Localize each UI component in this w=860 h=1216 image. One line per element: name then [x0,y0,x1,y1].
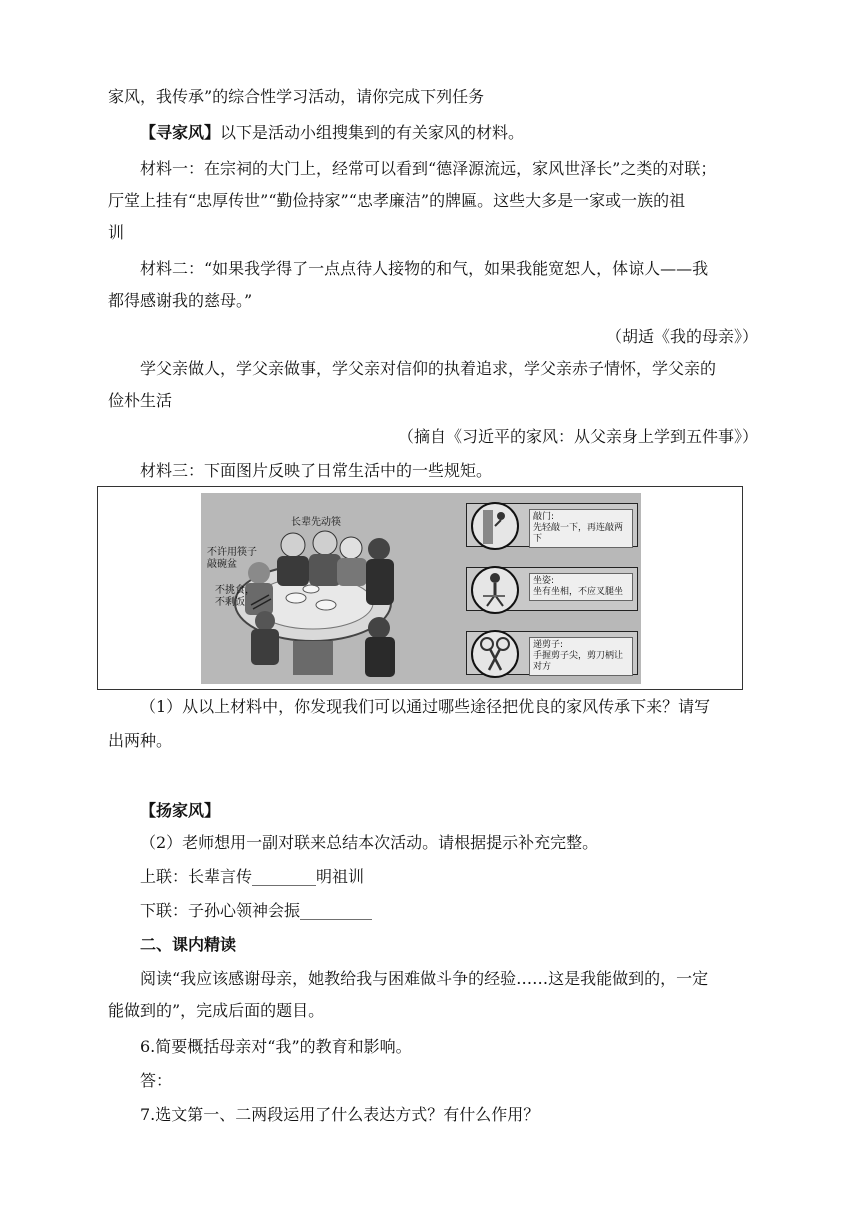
figure-frame [97,486,743,690]
text-line: 家风，我传承”的综合性学习活动，请你完成下列任务 [108,87,485,106]
answer-label: 答： [140,1071,173,1090]
rule-sitting-desc: 坐有坐相，不应叉腿坐 [533,587,624,597]
material-2-source: （胡适《我的母亲》） [605,327,758,346]
rule-scissors-desc: 手握剪子尖，剪刀柄让对方 [533,651,624,672]
material-2b-line-2: 俭朴生活 [108,391,173,410]
spread-heading: 【扬家风】 [140,801,221,820]
question-6: 6.简要概括母亲对“我”的教育和影响。 [140,1037,412,1056]
rule-sitting [466,567,638,611]
reading-line-1: 阅读“我应该感谢母亲，她教给我与困难做斗争的经验……这是我能做到的，一定 [140,969,709,988]
rule-scissors-text [529,637,633,676]
rule-knock-title: 敲门: [533,512,555,522]
find-intro: 以下是活动小组搜集到的有关家风的材料。 [220,123,525,142]
material-1-line-2: 厅堂上挂有“忠厚传世”“勤俭持家”“忠孝廉洁”的牌匾。这些大多是一家或一族的祖 [108,191,686,210]
label-no-picky-1: 不挑食， [215,585,255,596]
rule-knock-text [529,509,633,548]
question-2: （2）老师想用一副对联来总结本次活动。请根据提示补充完整。 [140,833,599,852]
question-1-line-1: （1）从以上材料中，你发现我们可以通过哪些途径把优良的家风传承下来？请写 [140,697,711,716]
find-heading: 【寻家风】 [140,123,221,142]
label-no-chopsticks-2: 敲碗盆 [207,559,237,570]
upper-couplet: 上联：长辈言传________明祖训 [140,867,365,886]
material-2-line-1: 材料二：“如果我学得了一点点待人接物的和气，如果我能宽恕人，体谅人——我 [140,259,709,278]
rule-scissors [466,631,638,675]
find-family-style [140,124,792,142]
material-2-line-2: 都得感谢我的慈母。” [108,291,253,310]
rule-knock-desc: 先轻敲一下，再连敲两下 [533,523,624,544]
label-no-picky-2: 不剩饭 [215,597,245,608]
label-no-chopsticks-1: 不许用筷子 [207,547,257,558]
section-heading: 二、课内精读 [140,935,237,954]
lower-couplet: 下联：子孙心领神会振_________ [140,901,373,920]
door-knock-icon [471,502,519,550]
rule-sitting-title: 坐姿: [533,576,555,586]
sitting-person-icon [471,566,519,614]
material-1-line-1: 材料一：在宗祠的大门上，经常可以看到“德泽源流远，家风世泽长”之类的对联； [140,159,717,178]
scissors-icon [471,630,519,678]
material-2b-line-1: 学父亲做人，学父亲做事，学父亲对信仰的执着追求，学父亲赤子情怀，学父亲的 [140,359,717,378]
family-rules-image [201,493,641,684]
reading-line-2: 能做到的”，完成后面的题目。 [108,1001,325,1020]
material-2b-source: （摘自《习近平的家风：从父亲身上学到五件事》） [397,427,758,446]
question-1-line-2: 出两种。 [108,731,173,750]
material-1-line-3: 训 [108,223,125,242]
rule-scissors-title: 递剪子: [533,640,564,650]
rule-sitting-text [529,573,633,601]
material-3-line: 材料三：下面图片反映了日常生活中的一些规矩。 [140,461,493,480]
rule-knock [466,503,638,547]
label-elder-first: 长辈先动筷 [291,517,341,528]
question-7: 7.选文第一、二两段运用了什么表达方式？有什么作用？ [140,1105,540,1124]
